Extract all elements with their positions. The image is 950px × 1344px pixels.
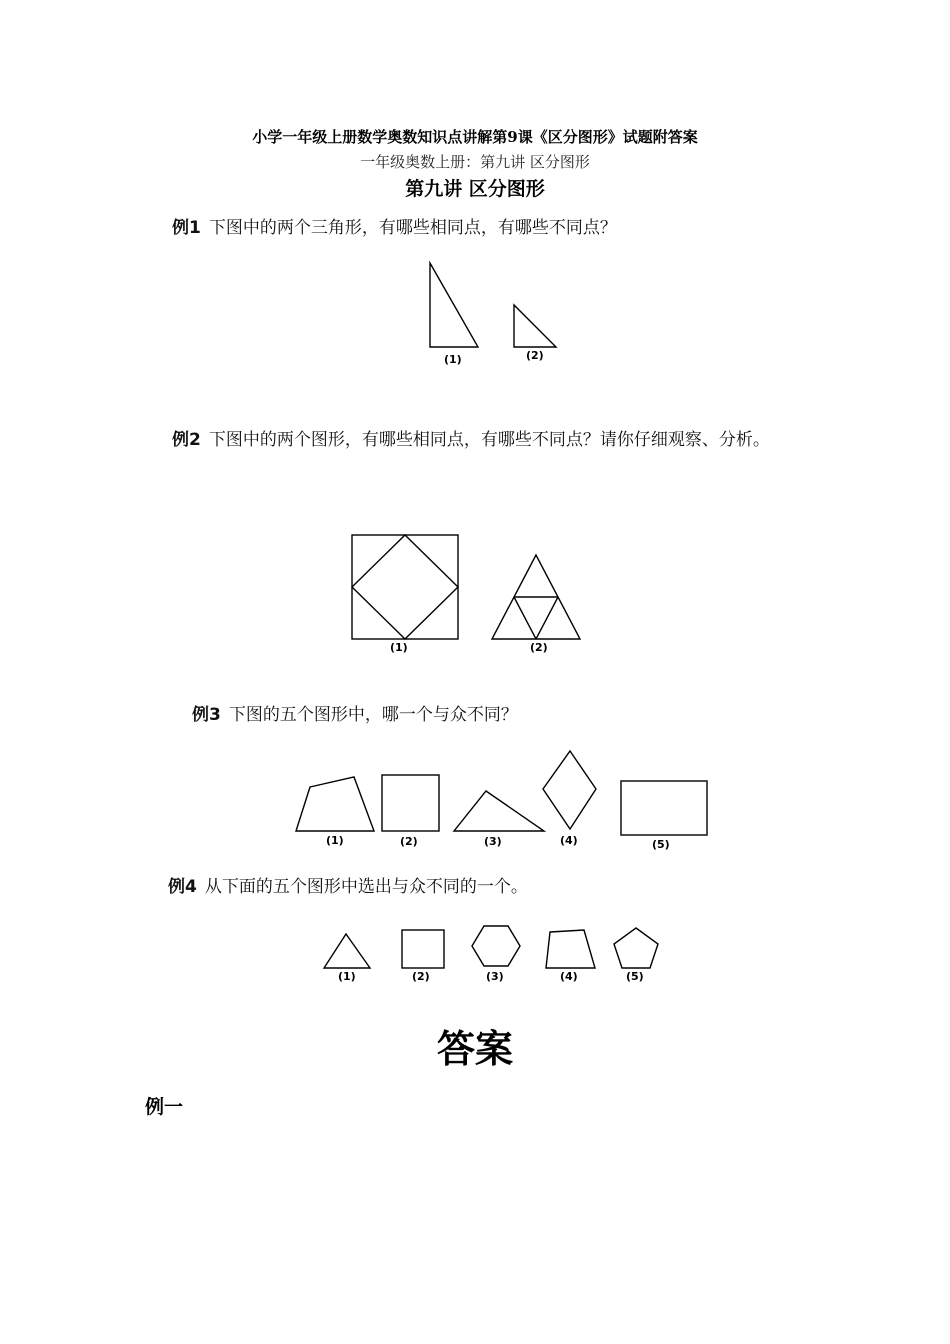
figure-label: (2) <box>530 641 548 654</box>
square-shape <box>382 775 439 831</box>
figure-label: (3) <box>484 835 502 848</box>
figure-label: (3) <box>486 970 504 983</box>
figure-label: (2) <box>400 835 418 848</box>
rhombus-shape <box>543 751 596 829</box>
example-2-tag: 例2 <box>172 430 201 450</box>
figure-label: (5) <box>626 970 644 983</box>
example-2-text: 下图中的两个图形，有哪些相同点，有哪些不同点？请你仔细观察、分析。 <box>208 430 770 450</box>
square-outer-shape <box>352 535 458 639</box>
example-3-question <box>192 703 518 727</box>
square-inner-diamond-shape <box>352 535 458 639</box>
example-4-text: 从下面的五个图形中选出与众不同的一个。 <box>204 877 528 897</box>
pentagon-shape <box>614 928 658 968</box>
figure-label: (1) <box>444 353 462 366</box>
answer-1-heading: 例一 <box>145 1096 184 1118</box>
example-1-question <box>172 216 617 240</box>
example-1-figure <box>410 255 580 370</box>
example-4-tag: 例4 <box>168 877 197 897</box>
example-3-figure <box>290 745 720 855</box>
triangle-1-shape <box>430 263 478 347</box>
square-shape <box>402 930 444 968</box>
example-4-question <box>168 875 528 899</box>
triangle-shape <box>454 791 544 831</box>
figure-label: (1) <box>326 834 344 847</box>
figure-label: (1) <box>390 641 408 654</box>
page-title: 小学一年级上册数学奥数知识点讲解第9课《区分图形》试题附答案 <box>252 128 698 146</box>
figure-label: (2) <box>526 349 544 362</box>
figure-label: (5) <box>652 838 670 851</box>
figure-label: (1) <box>338 970 356 983</box>
answers-heading: 答案 <box>436 1026 513 1071</box>
triangle-2-shape <box>514 305 556 347</box>
figure-label: (4) <box>560 970 578 983</box>
example-3-tag: 例3 <box>192 705 221 725</box>
triangle-inner-right <box>536 597 558 639</box>
example-1-text: 下图中的两个三角形，有哪些相同点，有哪些不同点？ <box>208 218 617 238</box>
example-3-text: 下图的五个图形中，哪一个与众不同？ <box>228 705 518 725</box>
figure-label: (2) <box>412 970 430 983</box>
example-2-question <box>172 428 802 452</box>
figure-label: (4) <box>560 834 578 847</box>
example-2-figure <box>340 525 600 660</box>
triangle-shape <box>324 934 370 968</box>
rectangle-shape <box>621 781 707 835</box>
trapezoid-shape <box>546 930 595 968</box>
triangle-inner-left <box>514 597 536 639</box>
example-4-figure <box>318 918 668 988</box>
page-subtitle: 一年级奥数上册：第九讲 区分图形 <box>360 153 590 171</box>
example-1-tag: 例1 <box>172 218 201 238</box>
trapezoid-shape <box>296 777 374 831</box>
hexagon-shape <box>472 926 520 966</box>
lecture-heading: 第九讲 区分图形 <box>405 178 545 200</box>
